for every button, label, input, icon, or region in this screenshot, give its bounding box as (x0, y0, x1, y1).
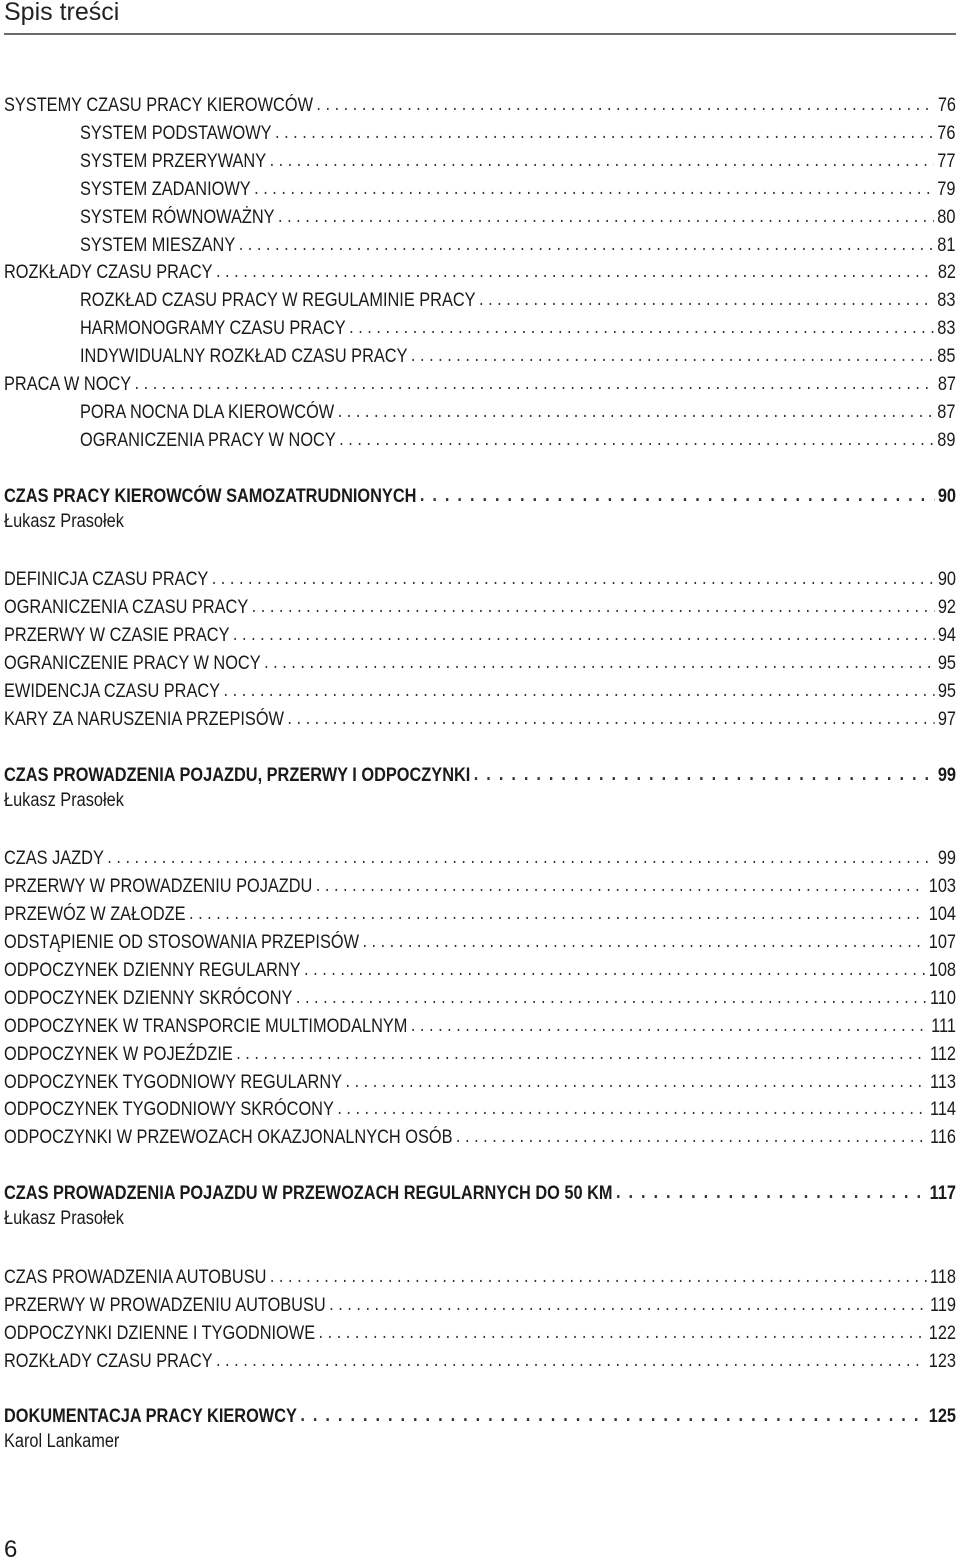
toc-entry-title: SYSTEM MIESZANY (80, 234, 236, 256)
toc-entry-page: 90 (937, 485, 957, 507)
toc-entry-title: ROZKŁADY CZASU PRACY (4, 262, 213, 284)
dot-leader (316, 94, 934, 117)
dot-leader (329, 1294, 926, 1317)
toc-entry-page: 90 (937, 569, 957, 591)
toc-entry[interactable] (4, 647, 956, 675)
toc-entry-page: 125 (928, 1406, 957, 1428)
toc-subentry[interactable] (80, 117, 955, 145)
toc-entry-title: HARMONOGRAMY CZASU PRACY (80, 318, 346, 340)
toc-entry-page: 118 (929, 1266, 957, 1288)
toc-entry[interactable] (4, 591, 956, 619)
toc-entry-page: 87 (937, 374, 957, 395)
toc-entry-title: CZAS PROWADZENIA AUTOBUSU (4, 1266, 267, 1288)
toc-chapter-heading[interactable] (4, 1400, 956, 1428)
toc-entry[interactable] (4, 368, 956, 396)
toc-subentry[interactable] (80, 396, 955, 424)
toc-entry-page: 89 (937, 429, 956, 451)
toc-entry-title: ROZKŁADY CZASU PRACY (4, 1350, 213, 1372)
toc-entry-title: SYSTEM ZADANIOWY (80, 178, 251, 200)
dot-leader (212, 568, 935, 591)
toc-entry-title: CZAS PROWADZENIA POJAZDU W PRZEWOZACH REGULARNYCH DO 50 KM (4, 1183, 613, 1205)
dot-leader (270, 150, 934, 173)
toc-subentry[interactable] (80, 284, 955, 312)
dot-leader (420, 485, 935, 508)
toc-entry-title: PRZEWÓZ W ZAŁODZE (4, 904, 186, 926)
toc-entry-page: 122 (928, 1322, 957, 1344)
toc-entry-title: SYSTEM PODSTAWOWY (80, 122, 272, 144)
toc-entry-title: CZAS PRACY KIEROWCÓW SAMOZATRUDNIONYCH (4, 485, 417, 507)
dot-leader (296, 987, 927, 1010)
toc-entry-page: 95 (937, 653, 957, 674)
toc-entry-title: INDYWIDUALNY ROZKŁAD CZASU PRACY (80, 346, 408, 368)
dot-leader (316, 875, 926, 898)
toc-entry-page: 99 (937, 764, 957, 786)
toc-entry[interactable] (4, 563, 956, 591)
toc-entry[interactable] (4, 675, 956, 703)
toc-entry[interactable] (4, 89, 956, 117)
dot-leader (300, 1405, 925, 1428)
page-number: 6 (4, 1536, 18, 1563)
toc-entry-title: OGRANICZENIA PRACY W NOCY (80, 429, 336, 451)
chapter-author: Łukasz Prasołek (4, 510, 124, 532)
toc-entry-page: 111 (931, 1015, 957, 1037)
dot-leader (346, 1071, 927, 1094)
dot-leader (135, 373, 935, 396)
toc-chapter-heading[interactable] (4, 1177, 956, 1205)
dot-leader (236, 1043, 926, 1066)
toc-entry-page: 123 (928, 1350, 957, 1372)
toc-entry-page: 104 (928, 904, 957, 926)
dot-leader (349, 317, 934, 340)
toc-entry-title: ROZKŁAD CZASU PRACY W REGULAMINIE PRACY (80, 290, 476, 312)
title-divider (4, 33, 956, 35)
toc-entry-page: 80 (937, 206, 956, 228)
toc-entry-page: 110 (929, 987, 957, 1009)
toc-entry[interactable] (4, 256, 956, 284)
dot-leader (254, 178, 934, 201)
toc-entry-title: PRACA W NOCY (4, 374, 132, 395)
chapter-author: Karol Lankamer (4, 1431, 120, 1453)
toc-entry-title: ODPOCZYNKI W PRZEWOZACH OKAZJONALNYCH OSÓB (4, 1127, 453, 1149)
toc-entry[interactable] (4, 870, 956, 898)
toc-entry-title: ODPOCZYNEK TYGODNIOWY REGULARNY (4, 1071, 343, 1093)
dot-leader (339, 429, 934, 452)
toc-entry-page: 82 (937, 262, 957, 284)
toc-entry-page: 76 (937, 122, 956, 144)
toc-entry-page: 77 (937, 150, 956, 172)
toc-entry[interactable] (4, 1261, 956, 1289)
dot-leader (252, 596, 935, 619)
toc-subentry[interactable] (80, 424, 955, 452)
toc-entry-page: 117 (929, 1183, 957, 1205)
toc-entry-title: ODPOCZYNEK W POJEŹDZIE (4, 1043, 233, 1065)
toc-entry[interactable] (4, 703, 956, 731)
toc-entry-page: 99 (937, 848, 957, 870)
toc-entry-title: ODPOCZYNEK TYGODNIOWY SKRÓCONY (4, 1099, 334, 1121)
toc-entry-page: 79 (937, 178, 956, 200)
toc-entry-page: 113 (929, 1071, 957, 1093)
dot-leader (474, 764, 935, 787)
dot-leader (264, 652, 934, 675)
toc-entry-title: DEFINICJA CZASU PRACY (4, 569, 209, 591)
toc-entry-page: 85 (937, 346, 956, 368)
dot-leader (304, 959, 925, 982)
toc-entry[interactable] (4, 898, 956, 926)
toc-entry-title: ODPOCZYNEK DZIENNY REGULARNY (4, 959, 301, 981)
dot-leader (278, 206, 934, 229)
toc-entry[interactable] (4, 1038, 956, 1066)
toc-entry-title: OGRANICZENIA CZASU PRACY (4, 597, 249, 619)
toc-entry-title: KARY ZA NARUSZENIA PRZEPISÓW (4, 708, 284, 730)
toc-entry-title: SYSTEM RÓWNOWAŻNY (80, 206, 275, 228)
toc-entry-page: 81 (937, 234, 956, 256)
dot-leader (479, 289, 934, 312)
toc-entry-title: ODSTĄPIENIE OD STOSOWANIA PRZEPISÓW (4, 932, 360, 953)
dot-leader (275, 122, 934, 145)
toc-entry-page: 92 (937, 597, 957, 619)
dot-leader (319, 1322, 926, 1345)
toc-entry[interactable] (4, 1010, 956, 1038)
dot-leader (616, 1182, 926, 1205)
dot-leader (338, 401, 934, 424)
toc-entry-title: PRZERWY W CZASIE PRACY (4, 625, 230, 647)
toc-entry[interactable] (4, 619, 956, 647)
toc-entry-title: CZAS PROWADZENIA POJAZDU, PRZERWY I ODPOCZYNKI (4, 764, 471, 786)
dot-leader (216, 1350, 925, 1373)
toc-entry-title: ODPOCZYNKI DZIENNE I TYGODNIOWE (4, 1322, 316, 1344)
toc-entry[interactable] (4, 1289, 956, 1317)
page-title: Spis treści (4, 0, 120, 26)
dot-leader (216, 261, 934, 284)
toc-entry-title: SYSTEMY CZASU PRACY KIEROWCÓW (4, 95, 313, 116)
toc-entry-title: SYSTEM PRZERYWANY (80, 150, 267, 172)
toc-entry-title: ODPOCZYNEK DZIENNY SKRÓCONY (4, 987, 293, 1009)
toc-entry[interactable] (4, 1093, 956, 1121)
toc-subentry[interactable] (80, 173, 955, 201)
toc-entry-page: 76 (937, 95, 957, 116)
toc-entry-page: 103 (928, 876, 957, 898)
toc-chapter-heading[interactable] (4, 480, 956, 508)
dot-leader (239, 234, 934, 257)
toc-entry-page: 119 (929, 1294, 957, 1316)
dot-leader (270, 1266, 927, 1289)
toc-entry-title: EWIDENCJA CZASU PRACY (4, 680, 221, 702)
toc-entry[interactable] (4, 1066, 956, 1094)
toc-entry[interactable] (4, 842, 956, 870)
toc-entry-page: 83 (937, 318, 956, 340)
toc-entry-page: 95 (937, 680, 957, 702)
toc-entry[interactable] (4, 954, 956, 982)
toc-entry[interactable] (4, 1121, 956, 1149)
dot-leader (107, 847, 934, 870)
dot-leader (362, 931, 925, 954)
toc-entry-page: 94 (937, 625, 957, 647)
toc-entry-title: OGRANICZENIE PRACY W NOCY (4, 653, 261, 674)
dot-leader (224, 680, 935, 703)
dot-leader (337, 1098, 926, 1121)
dot-leader (456, 1126, 927, 1149)
toc-entry-page: 83 (937, 290, 956, 312)
toc-entry[interactable] (4, 926, 956, 954)
toc-subentry[interactable] (80, 312, 955, 340)
toc-chapter-heading[interactable] (4, 759, 956, 787)
dot-leader (411, 1015, 928, 1038)
toc-entry[interactable] (4, 982, 956, 1010)
toc-entry-page: 107 (928, 932, 957, 953)
toc-entry-title: PRZERWY W PROWADZENIU POJAZDU (4, 876, 313, 898)
toc-entry-page: 108 (928, 959, 957, 981)
toc-entry-title: DOKUMENTACJA PRACY KIEROWCY (4, 1406, 297, 1428)
toc-subentry[interactable] (80, 340, 955, 368)
dot-leader (189, 903, 925, 926)
toc-entry[interactable] (4, 1317, 956, 1345)
toc-entry[interactable] (4, 1345, 956, 1373)
toc-entry-page: 116 (929, 1127, 957, 1149)
dot-leader (287, 708, 934, 731)
toc-entry-title: PORA NOCNA DLA KIEROWCÓW (80, 401, 335, 423)
toc-subentry[interactable] (80, 229, 955, 257)
dot-leader (411, 345, 934, 368)
toc-entry-page: 87 (937, 401, 956, 423)
toc-entry-page: 97 (937, 708, 957, 730)
toc-entry-title: PRZERWY W PROWADZENIU AUTOBUSU (4, 1294, 326, 1316)
chapter-author: Łukasz Prasołek (4, 1208, 124, 1229)
chapter-author: Łukasz Prasołek (4, 789, 124, 811)
toc-entry-title: ODPOCZYNEK W TRANSPORCIE MULTIMODALNYM (4, 1015, 408, 1037)
toc-subentry[interactable] (80, 201, 955, 229)
toc-entry-page: 112 (929, 1043, 957, 1065)
toc-entry-page: 114 (929, 1099, 957, 1121)
toc-entry-title: CZAS JAZDY (4, 848, 104, 870)
dot-leader (233, 624, 934, 647)
toc-subentry[interactable] (80, 145, 955, 173)
